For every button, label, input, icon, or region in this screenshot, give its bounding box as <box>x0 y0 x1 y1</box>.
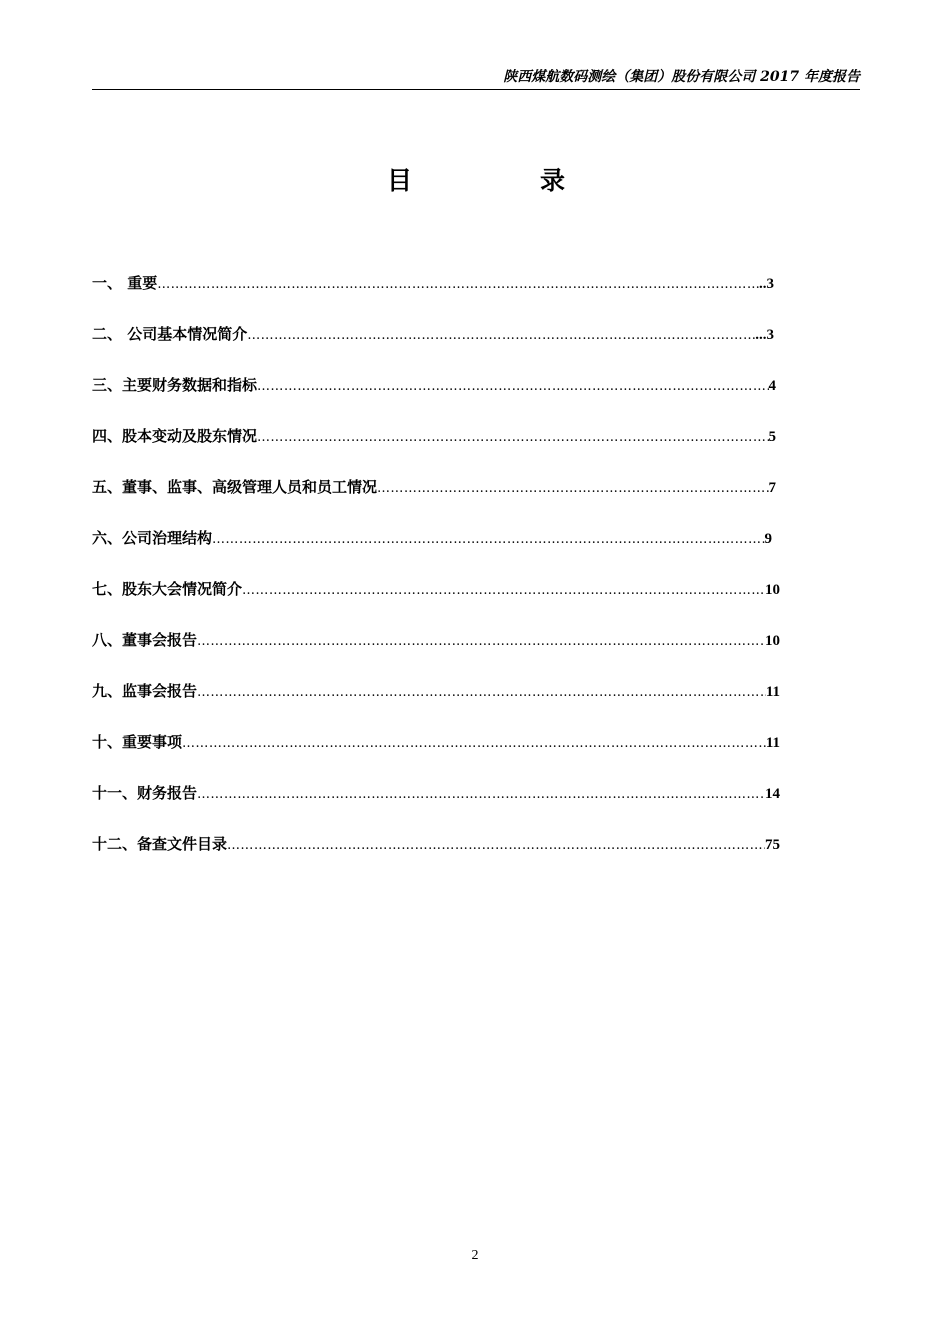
toc-entry-label: 十、重要事项 <box>92 733 183 751</box>
toc-entry[interactable] <box>92 272 774 294</box>
toc-leader-dots <box>197 631 765 651</box>
toc-entry-page: ..3 <box>759 276 774 292</box>
toc-leader-dots <box>257 376 768 396</box>
toc-entry[interactable] <box>92 425 776 447</box>
toc-entry-label: 九、监事会报告 <box>92 682 198 700</box>
toc-leader-dots <box>227 835 765 855</box>
toc-entry-label: 四、股本变动及股东情况 <box>92 427 258 445</box>
page-number: 2 <box>471 1248 479 1263</box>
toc-entry-label: 一、 重要 <box>92 274 158 292</box>
toc-entry-page: 11 <box>765 735 780 751</box>
toc-entry[interactable] <box>92 578 780 600</box>
toc-entry-label: 六、公司治理结构 <box>92 529 213 547</box>
toc-entry-label: 三、主要财务数据和指标 <box>92 376 258 394</box>
toc-entry-page: 10 <box>765 633 780 649</box>
toc-leader-dots <box>377 478 768 498</box>
toc-entry-label: 七、股东大会情况简介 <box>92 580 243 598</box>
toc-leader-dots <box>157 274 759 294</box>
toc-leader-dots <box>212 529 764 549</box>
toc-entry-label: 十二、备查文件目录 <box>92 835 228 853</box>
toc-leader-dots <box>247 325 755 345</box>
header-title: 陕西煤航数码测绘（集团）股份有限公司 2017 年度报告 <box>503 69 860 85</box>
page-header <box>92 64 860 90</box>
toc-entry-page: 7 <box>768 480 776 496</box>
toc-entry[interactable] <box>92 629 780 651</box>
toc-entry-page: 5 <box>768 429 776 445</box>
toc-entry[interactable] <box>92 833 780 855</box>
toc-entry[interactable] <box>92 323 774 345</box>
toc-title-char-2: 录 <box>540 166 566 195</box>
toc-entry-page: 4 <box>768 378 776 394</box>
toc-entry[interactable] <box>92 680 780 702</box>
toc-entry-label: 五、董事、监事、高级管理人员和员工情况 <box>92 478 378 496</box>
toc-entry-label: 十一、财务报告 <box>92 784 198 802</box>
toc-entry[interactable] <box>92 476 776 498</box>
toc-title-char-1: 目 <box>387 166 413 195</box>
toc-leader-dots <box>197 784 765 804</box>
toc-leader-dots <box>257 427 768 447</box>
toc-entry[interactable] <box>92 782 780 804</box>
toc-entry-label: 八、董事会报告 <box>92 631 198 649</box>
toc-entry-page: ...3 <box>755 327 774 343</box>
toc-leader-dots <box>182 733 766 753</box>
toc-entry-page: 10 <box>765 582 780 598</box>
toc-entry-page: 75 <box>765 837 780 853</box>
toc-entry[interactable] <box>92 731 780 753</box>
toc-leader-dots <box>197 682 766 702</box>
toc-entry-label: 二、 公司基本情况简介 <box>92 325 248 343</box>
toc-entry[interactable] <box>92 527 772 549</box>
toc-entry-page: 14 <box>765 786 780 802</box>
toc-entry-page: 9 <box>764 531 772 547</box>
toc-leader-dots <box>242 580 765 600</box>
toc-entry-page: 11 <box>765 684 780 700</box>
toc-entry[interactable] <box>92 374 776 396</box>
